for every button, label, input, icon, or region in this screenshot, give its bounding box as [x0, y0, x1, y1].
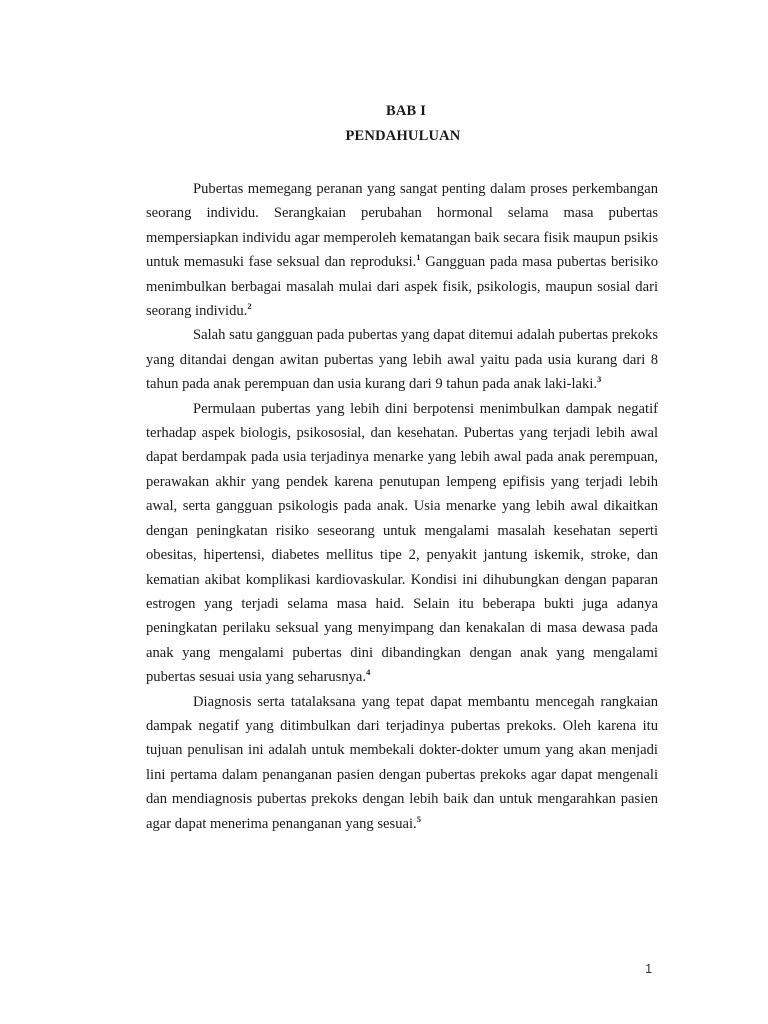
- paragraph: [146, 323, 658, 396]
- paragraph-text: Diagnosis serta tatalaksana yang tepat dapat membantu mencegah rangkaian dampak negatif yang ditimbulkan dari terjadinya pubertas prekoks. Oleh karena itu tujuan penulisan ini adalah untuk membekali dokter-dokter umum yang akan menjadi lini pertama dalam penanganan pasien dengan pubertas prekoks agar dapat mengenali dan mendiagnosis pubertas prekoks dengan lebih baik dan untuk mengarahkan pasien agar dapat menerima penanganan yang sesuai.: [146, 693, 658, 832]
- paragraph-text: Salah satu gangguan pada pubertas yang dapat ditemui adalah pubertas prekoks yang ditandai dengan awitan pubertas yang lebih awal yaitu pada usia kurang dari 8 tahun pada anak perempuan dan usia kurang dari 9 tahun pada anak laki-laki.: [146, 327, 658, 393]
- paragraph: [146, 690, 658, 836]
- paragraph: [146, 177, 658, 323]
- footnote-ref: 1: [416, 252, 421, 263]
- page-number: 1: [645, 961, 653, 976]
- body-text: [146, 177, 658, 836]
- footnote-ref: 2: [247, 301, 252, 312]
- footnote-ref: 3: [597, 374, 602, 385]
- footnote-ref: 5: [416, 813, 421, 824]
- paragraph-text: Pubertas memegang peranan yang sangat penting dalam proses perkembangan seorang individu. Serangkaian perubahan hormonal selama masa pubertas mempersiapkan individu agar memperoleh kematangan baik secara fisik maupun psikis untuk memasuki fase seksual dan reproduksi.: [146, 181, 658, 271]
- paragraph: [146, 397, 658, 690]
- chapter-title: PENDAHULUAN: [345, 128, 461, 144]
- paragraph-text: Permulaan pubertas yang lebih dini berpotensi menimbulkan dampak negatif terhadap aspek biologis, psikososial, dan kesehatan. Pubertas yang terjadi lebih awal dapat berdampak pada usia terjadinya menarke yang lebih awal pada anak perempuan, perawakan akhir yang pendek karena penutupan lempeng epifisis yang terjadi lebih awal, serta gangguan psikologis pada anak. Usia menarke yang lebih awal dikaitkan dengan peningkatan risiko seseorang untuk mengalami masalah kesehatan seperti obesitas, hipertensi, diabetes mellitus tipe 2, penyakit jantung iskemik, stroke, dan kematian akibat komplikasi kardiovaskular. Kondisi ini dihubungkan dengan paparan estrogen yang terjadi selama masa haid. Selain itu beberapa bukti juga adanya peningkatan perilaku seksual yang menyimpang dan kenakalan di masa dewasa pada anak yang mengalami pubertas dini dibandingkan dengan anak yang mengalami pubertas sesuai usia yang seharusnya.: [146, 400, 658, 686]
- footnote-ref: 4: [366, 667, 371, 678]
- paragraph-text: Gangguan pada masa pubertas berisiko menimbulkan berbagai masalah mulai dari aspek fisik, psikologis, maupun sosial dari seorang individu.: [146, 254, 658, 320]
- chapter-heading: BAB I: [385, 103, 427, 119]
